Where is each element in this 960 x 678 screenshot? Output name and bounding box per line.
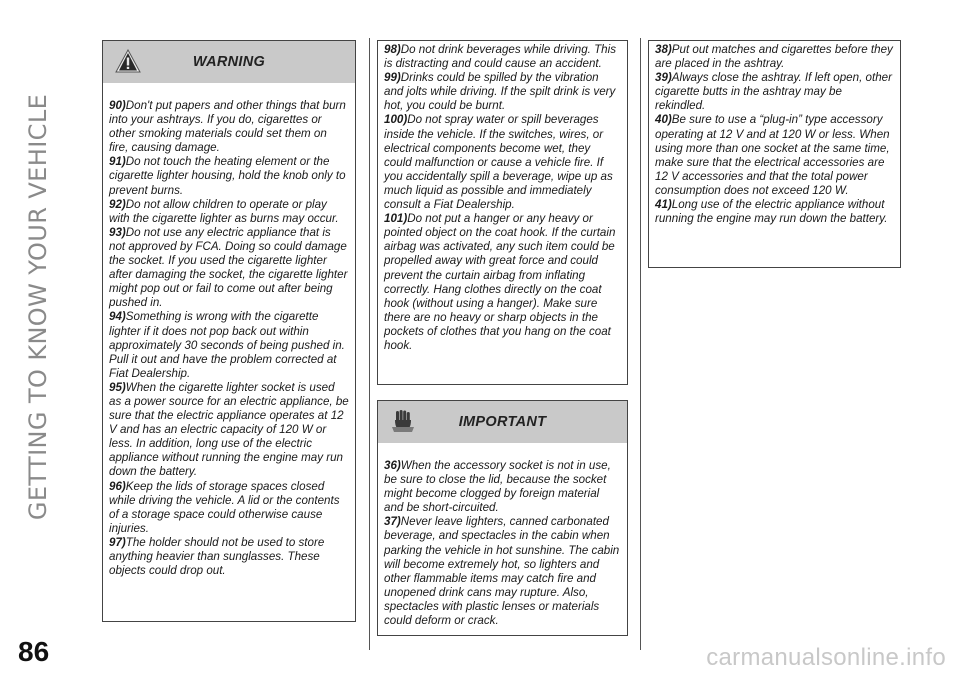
note-number: 97) (109, 535, 126, 549)
note-number: 41) (655, 198, 672, 212)
note-item (384, 212, 621, 353)
note-text: Keep the lids of storage spaces closed while driving the vehicle. A lid or the contents of a storage space could otherwise cause injuries. (109, 479, 340, 535)
note-text: When the accessory socket is not in use, be sure to close the lid, because the socket might become clogged by foreign material and be short-circuited. (384, 459, 611, 515)
note-item (655, 43, 894, 71)
note-text: Do not spray water or spill beverages inside the vehicle. If the switches, wires, or electrical components become wet, they could malfunction or cause a vehicle fire. If you accidentally spill a beverage, wipe up as much liquid as possible and immediately consult a Fiat Dealership. (384, 113, 613, 212)
note-text: Long use of the electric appliance without running the engine may run down the battery. (655, 198, 888, 226)
note-text: Be sure to use a “plug-in” type accessory operating at 12 V and at 120 W or less. When using more than one socket at the same time, make sure that the electrical accessories are 12 V accessories and that the total power consumption does not exceed 120 W. (655, 113, 890, 197)
note-number: 38) (655, 43, 672, 56)
warning-title: WARNING (192, 54, 266, 70)
note-item (655, 198, 894, 226)
note-text: Something is wrong with the cigarette lighter if it does not pop back out within approximately 30 seconds of being pushed in. Pull it out and have the problem corrected at Fiat Dealership. (109, 310, 345, 380)
note-text: Do not drink beverages while driving. This is distracting and could cause an accident. (384, 43, 616, 71)
note-item (109, 480, 349, 536)
note-text: Drinks could be spilled by the vibration and jolts while driving. If the spilt drink is very hot, you could be burnt. (384, 71, 616, 113)
note-item (109, 198, 349, 226)
note-number: 92) (109, 197, 126, 211)
note-item (655, 71, 894, 113)
important-box (377, 400, 628, 636)
note-text: Do not use any electric appliance that is not approved by FCA. Doing so could damage the socket. If you used the cigarette lighter after damaging the socket, the cigarette lighter might pop out or fail to come out after being pushed in. (109, 225, 348, 310)
column-divider (640, 38, 641, 650)
note-text: Never leave lighters, canned carbonated beverage, and spectacles in the cabin when parking the vehicle in hot sunshine. The cabin will become extremely hot, so lighters and other flammable items may catch fire and unopened drink cans may rupture. Also, spectacles with plastic lenses or materials could deform or crack. (384, 515, 620, 628)
note-number: 99) (384, 71, 401, 85)
warning-triangle-icon (115, 49, 141, 73)
note-text: Do not allow children to operate or play with the cigarette lighter as burns may occur. (109, 197, 339, 225)
important-box-continued (648, 40, 901, 268)
note-number: 94) (109, 310, 126, 324)
warning-box (102, 40, 356, 622)
note-number: 40) (655, 113, 672, 127)
note-item (109, 99, 349, 155)
warning-header (103, 41, 355, 83)
note-item (655, 113, 894, 198)
warning-body-part-2 (378, 41, 627, 359)
note-text: When the cigarette lighter socket is used as a power source for an electric appliance, be sure that the electric appliance operates at 12 V and has an electric capacity of 120 W or less. In addition, long use of the electric appliance without running the engine may run down the battery. (109, 380, 349, 479)
important-body-part-2 (649, 41, 900, 232)
warning-box-continued (377, 40, 628, 385)
note-item (384, 515, 621, 628)
note-number: 96) (109, 479, 126, 493)
note-item (109, 381, 349, 480)
note-item (384, 43, 621, 71)
note-number: 100) (384, 113, 408, 127)
note-item (384, 459, 621, 515)
important-body-part-1 (378, 443, 627, 634)
note-number: 101) (384, 212, 408, 226)
note-text: Don't put papers and other things that burn into your ashtrays. If you do, cigarettes or other smoking materials could set them on fire, causing damage. (109, 99, 346, 155)
section-title-text: GETTING TO KNOW YOUR VEHICLE (24, 93, 53, 521)
note-item (109, 226, 349, 311)
note-text: Always close the ashtray. If left open, other cigarette butts in the ashtray may be rekindled. (655, 71, 892, 113)
hand-caution-icon (390, 409, 416, 433)
note-number: 36) (384, 459, 401, 472)
note-number: 98) (384, 43, 401, 56)
note-item (384, 113, 621, 212)
note-item (109, 155, 349, 197)
note-item (384, 71, 621, 113)
important-title: IMPORTANT (458, 414, 547, 430)
section-side-title (8, 12, 68, 602)
note-item (109, 310, 349, 380)
note-text: The holder should not be used to store anything heavier than sunglasses. These objects could drop out. (109, 535, 325, 578)
note-text: Do not touch the heating element or the cigarette lighter housing, hold the knob only to prevent burns. (109, 155, 346, 197)
note-number: 39) (655, 71, 672, 85)
column-divider (369, 38, 370, 650)
note-number: 93) (109, 225, 126, 239)
watermark: carmanualsonline.info (706, 644, 946, 671)
important-header (378, 401, 627, 443)
note-number: 37) (384, 515, 401, 529)
note-number: 90) (109, 99, 126, 112)
warning-body-part-1 (103, 83, 355, 584)
note-text: Put out matches and cigarettes before they are placed in the ashtray. (655, 43, 893, 71)
note-number: 91) (109, 155, 126, 169)
note-text: Do not put a hanger or any heavy or pointed object on the coat hook. If the curtain airbag was activated, any such item could be propelled away with great force and could prevent the curtain airbag from inflating correctly. Hang clothes directly on the coat hook (without using a hanger). Make sure there are no heavy or sharp objects in the pockets of clothes that you hang on the coat hook. (384, 212, 616, 352)
note-item (109, 536, 349, 578)
note-number: 95) (109, 380, 126, 394)
page-number: 86 (18, 636, 50, 667)
